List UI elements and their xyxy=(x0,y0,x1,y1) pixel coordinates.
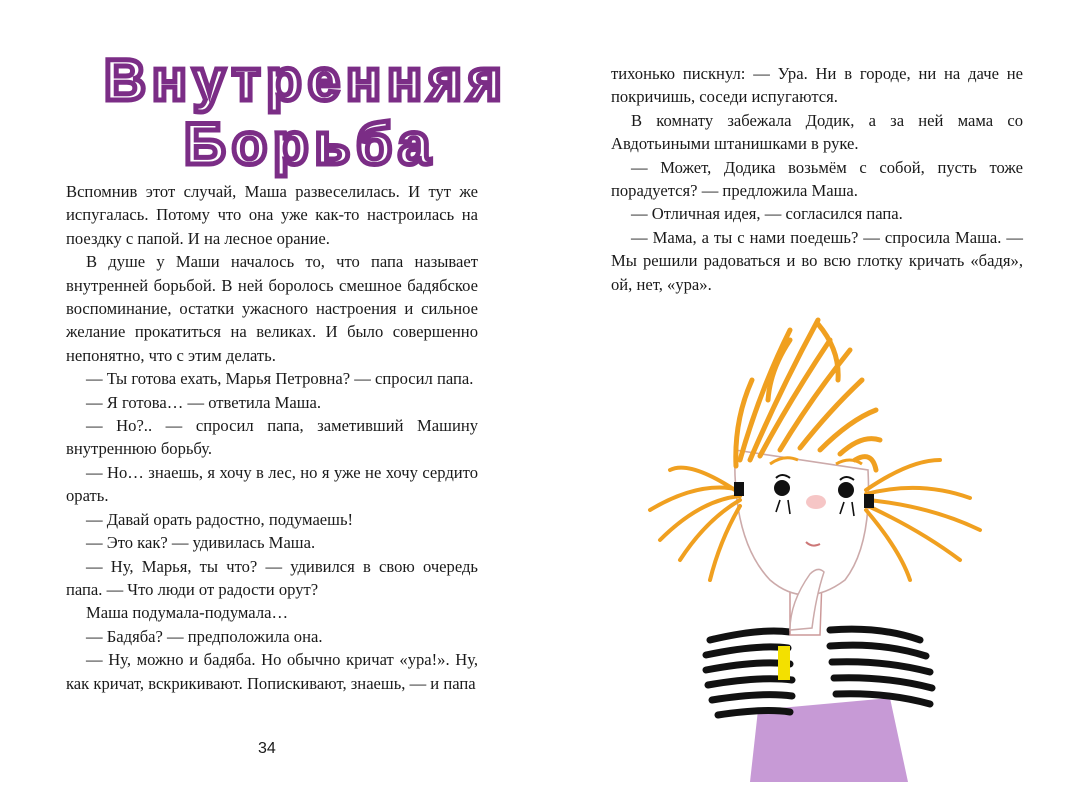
paragraph: — Но… знаешь, я хочу в лес, но я уже не хочу сердито орать. xyxy=(66,462,478,506)
paragraph: — Бадяба? — предположила она. xyxy=(86,626,323,646)
paragraph: В душе у Маши началось то, что папа называет внутренней борьбой. В ней боролось смешное бадябское воспоминание, остатки ужасного настроения и сильное желание прокатиться на великах. И было совершенно непонятно, что с этим делать. xyxy=(66,252,478,365)
paragraph: — Мама, а ты с нами поедешь? — спросила Маша. — Мы решили радоваться и во всю глотку кричать «бадя», ой, нет, «ура». xyxy=(611,227,1023,294)
paragraph: — Может, Додика возьмём с собой, пусть тоже порадуется? — предложила Маша. xyxy=(611,157,1023,201)
paragraph: Вспомнив этот случай, Маша развеселилась. И тут же испугалась. Потому что она уже как-то настроилась на поездку с папой. И на лесное орание. xyxy=(66,182,478,248)
paragraph: — Отличная идея, — согласился папа. xyxy=(631,204,903,224)
paragraph: тихонько пискнул: — Ура. Ни в городе, ни на даче не покричишь, соседи испугаются. xyxy=(611,64,1023,107)
left-page xyxy=(0,0,543,782)
page-number: 34 xyxy=(258,740,276,757)
paragraph: Маша подумала-подумала… xyxy=(86,603,289,623)
chapter-title xyxy=(100,42,508,177)
paragraph: — Ну, можно и бадяба. Но обычно кричат «ура!». Ну, как кричат, вскрикивают. Попискивают, знаешь, — и папа xyxy=(66,650,478,693)
paragraph: — Ты готова ехать, Марья Петровна? — спросил папа. xyxy=(86,369,474,389)
girl-illustration xyxy=(640,310,1070,782)
paragraph: В комнату забежала Додик, а за ней мама со Авдотьиными штанишками в руке. xyxy=(611,110,1023,154)
paragraph: — Давай орать радостно, подумаешь! xyxy=(86,509,354,529)
title-line-1: Внутренняя xyxy=(104,48,508,113)
paragraph: — Я готова… — ответила Маша. xyxy=(86,392,321,412)
paragraph: — Ну, Марья, ты что? — удивился в свою очередь папа. — Что люди от радости орут? xyxy=(66,556,478,599)
girl-illustration-icon xyxy=(640,310,1070,782)
paragraph: — Но?.. — спросил папа, заметивший Машину внутреннюю борьбу. xyxy=(66,416,478,459)
left-text-column xyxy=(66,180,478,695)
paragraph: — Это как? — удивилась Маша. xyxy=(86,533,316,553)
title-lettering xyxy=(100,42,508,177)
title-line-2: Борьба xyxy=(184,112,437,177)
right-text-column xyxy=(611,62,1023,296)
